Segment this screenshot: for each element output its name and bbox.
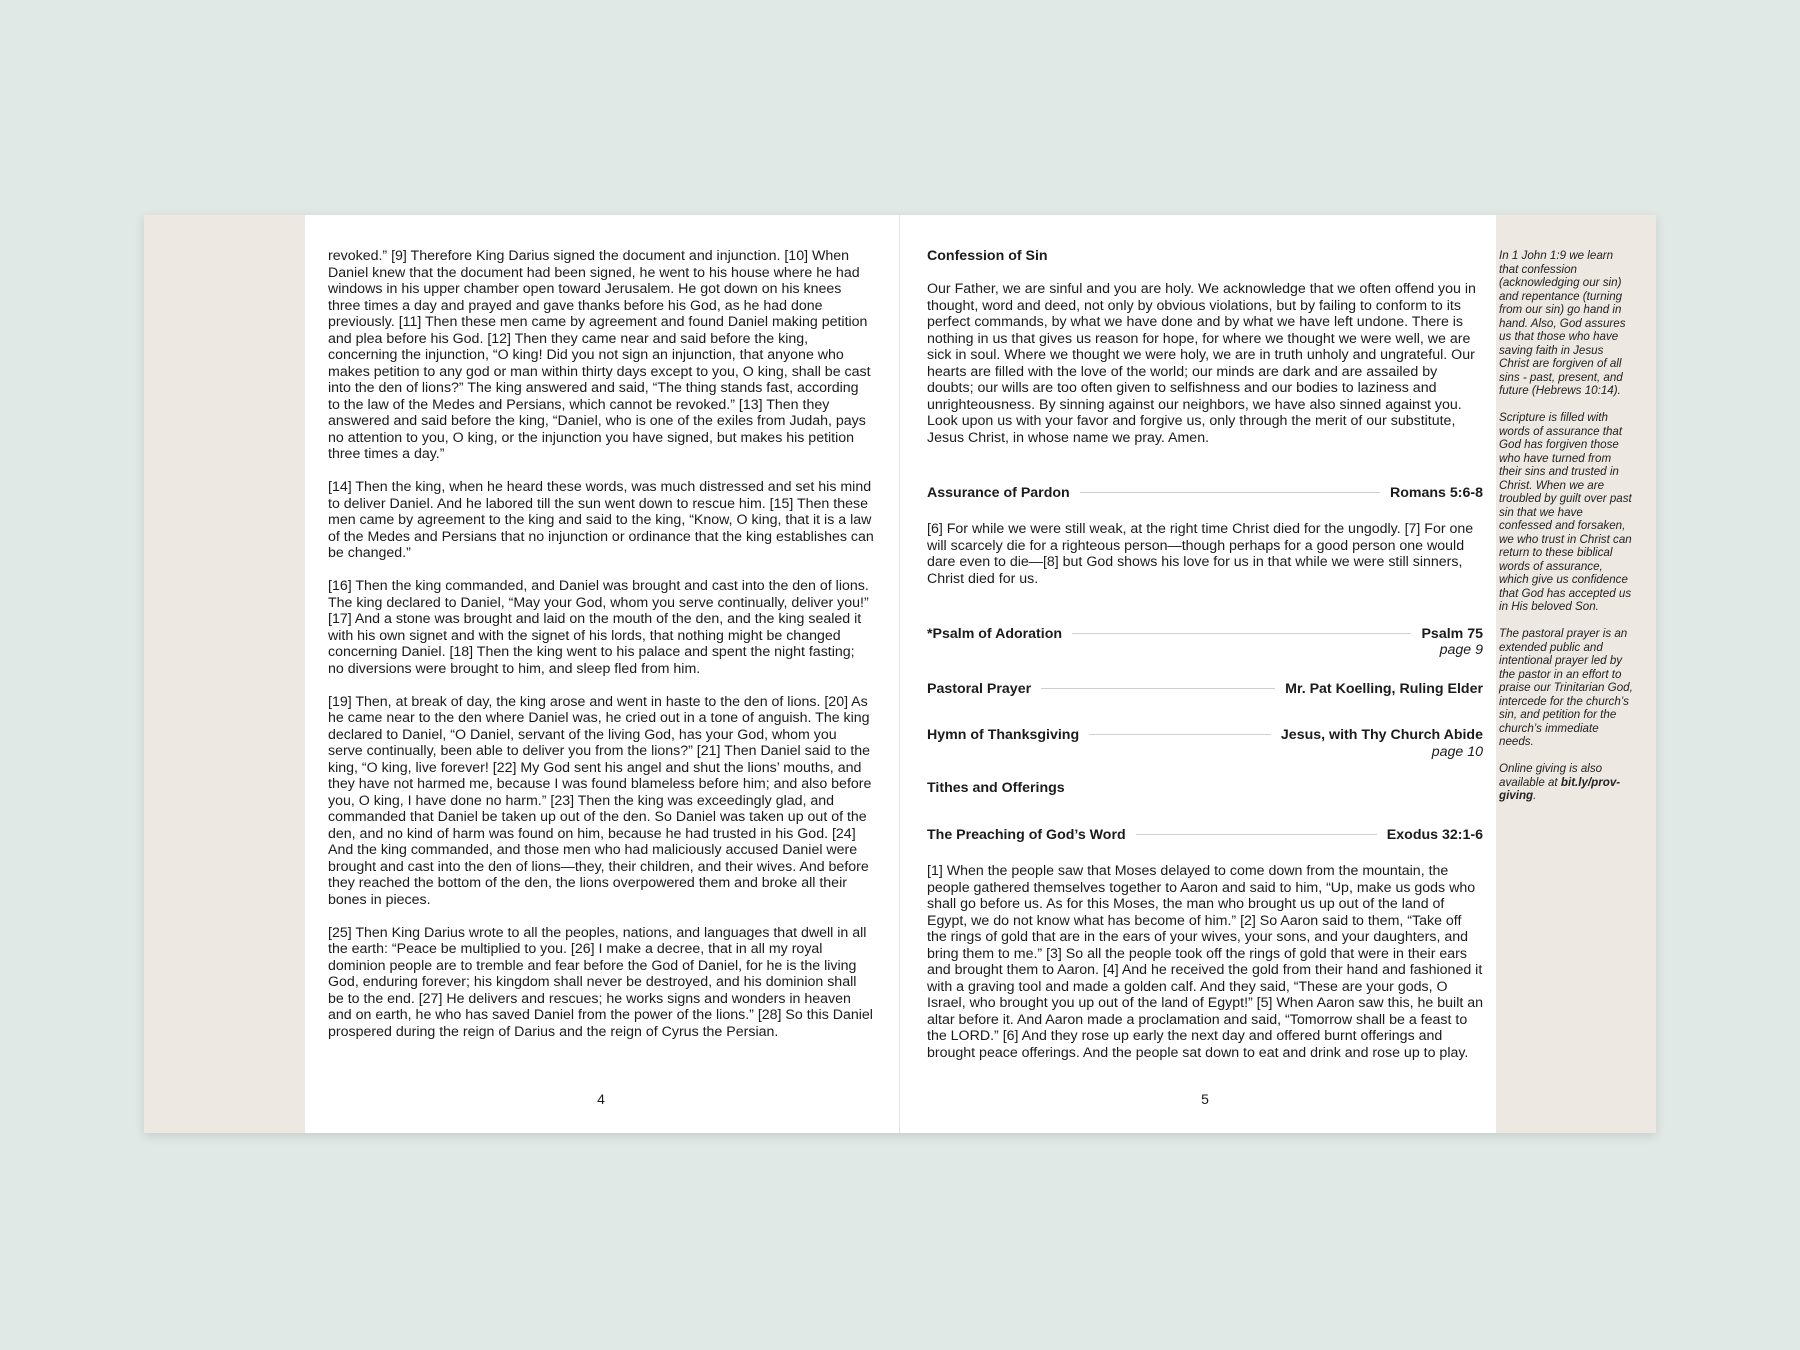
preaching-reference: Exodus 32:1-6 xyxy=(1386,826,1483,843)
psalm-row xyxy=(927,626,1483,643)
dotted-leader xyxy=(1089,734,1271,735)
confession-heading: Confession of Sin xyxy=(927,248,1048,264)
tithes-row xyxy=(927,780,1483,797)
hymn-page-ref: page 10 xyxy=(1431,743,1483,760)
prayer-leader-name: Mr. Pat Koelling, Ruling Elder xyxy=(1285,680,1483,697)
dotted-leader xyxy=(1080,492,1380,493)
psalm-label: *Psalm of Adoration xyxy=(927,625,1063,642)
prayer-label: Pastoral Prayer xyxy=(927,680,1032,697)
left-page xyxy=(328,215,874,1133)
psalm-reference: Psalm 75 xyxy=(1421,625,1483,642)
assurance-row xyxy=(927,485,1483,502)
right-page xyxy=(927,215,1483,1133)
giving-note-prefix: Online giving is also available at xyxy=(1499,762,1603,789)
center-fold xyxy=(899,215,900,1133)
prayer-row xyxy=(927,681,1483,698)
booklet-spread xyxy=(144,215,1656,1133)
giving-note xyxy=(1499,762,1634,803)
assurance-text: [6] For while we were still weak, at the right time Christ died for the ungodly. [7] For one will scarcely die for a righteous person—though perhaps for a good person one would dare even to die—[8] but God shows his love for us in that while we were still sinners, Christ died for us. xyxy=(927,521,1474,587)
assurance-note: Scripture is filled with words of assurance that God has forgiven those who have turned from their sins and trusted in Christ. When we are troubled by guilt over past sin that we have confessed and forsaken, we who trust in Christ can return to these biblical words of assurance, which give us confidence that God has accepted us in His beloved Son. xyxy=(1499,411,1632,613)
page-number-left: 4 xyxy=(597,1091,605,1107)
order-of-worship-column xyxy=(927,248,1483,1078)
scripture-paragraph: [14] Then the king, when he heard these words, was much distressed and set his mind to deliver Daniel. And he labored till the sun went down to rescue him. [15] Then these men came by agreement to the king and said to the king, “Know, O king, that it is a law of the Medes and Persians that no injunction or ordinance that the king establishes can be changed.” xyxy=(328,479,874,561)
scripture-paragraph: revoked.” [9] Therefore King Darius signed the document and injunction. [10] When Daniel knew that the document had been signed, he went to his house where he had windows in his upper chamber open toward Jerusalem. He got down on his knees three times a day and prayed and gave thanks before his God, as he had done previously. [11] Then these men came by agreement and found Daniel making petition and plea before his God. [12] Then they came near and said before the king, concerning the injunction, “O king! Did you not sign an injunction, that anyone who makes petition to any god or man within thirty days except to you, O king, shall be cast into the den of lions?” The king answered and said, “The thing stands fast, according to the law of the Medes and Persians, which cannot be revoked.” [13] Then they answered and said before the king, “Daniel, who is one of the exiles from Judah, pays no attention to you, O king, or the injunction you have signed, but makes his petition three times a day.” xyxy=(328,248,871,462)
giving-link[interactable]: bit.ly/prov-giving xyxy=(1499,775,1621,802)
scripture-paragraph: [19] Then, at break of day, the king arose and went in haste to the den of lions. [20] As he came near to the den where Daniel was, he cried out in a tone of anguish. The king declared to Daniel, “O Daniel, servant of the living God, has your God, whom you serve continually, been able to deliver you from the lions?” [21] Then Daniel said to the king, “O king, live forever! [22] My God sent his angel and shut the lions’ mouths, and they have not harmed me, because I was found blameless before him; and also before you, O king, I have done no harm.” [23] Then the king was exceedingly glad, and commanded that Daniel be taken up out of the den. So Daniel was taken up out of the den, and no kind of harm was found on him, because he had trusted in his God. [24] And the king commanded, and those men who had maliciously accused Daniel were brought and cast into the den of lions—they, their children, and their wives. And before they reached the bottom of the den, the lions overpowered them and broke all their bones in pieces. xyxy=(328,693,872,908)
psalm-page-ref: page 9 xyxy=(1439,642,1483,658)
dotted-leader xyxy=(1072,633,1411,634)
sidebar-notes xyxy=(1499,249,1634,816)
dotted-leader xyxy=(1136,834,1377,835)
scripture-paragraph: [16] Then the king commanded, and Daniel was brought and cast into the den of lions. The king declared to Daniel, “May your God, whom you serve continually, deliver you!” [17] And a stone was brought and laid on the mouth of the den, and the king sealed it with his own signet and with the signet of his lords, that nothing might be changed concerning Daniel. [18] Then the king went to his palace and spent the night fasting; no diversions were brought to him, and sleep fled from him. xyxy=(328,578,869,677)
preaching-row xyxy=(927,827,1483,844)
hymn-title: Jesus, with Thy Church Abide xyxy=(1280,727,1483,743)
preaching-text: [1] When the people saw that Moses delayed to come down from the mountain, the people gathered themselves together to Aaron and said to him, “Up, make us gods who shall go before us. As for this Moses, the man who brought us up out of the land of Egypt, we do not know what has become of him.” [2] So Aaron said to them, “Take off the rings of gold that are in the ears of your wives, your sons, and your daughters, and bring them to me.” [3] So all the people took off the rings of gold that were in their ears and brought them to Aaron. [4] And he received the gold from their hand and fashioned it with a graving tool and made a golden calf. And they said, “These are your gods, O Israel, who brought you up out of the land of Egypt!” [5] When Aaron saw this, he built an altar before it. And Aaron made a proclamation and said, “Tomorrow shall be a feast to the LORD.” [6] And they rose up early the next day and offered burnt offerings and brought peace offerings. And the people sat down to eat and drink and rose up to play. xyxy=(927,863,1484,1061)
assurance-label: Assurance of Pardon xyxy=(927,484,1070,501)
confession-note: In 1 John 1:9 we learn that confession (acknowledging our sin) and repentance (turning from our sin) go hand in hand. Also, God assures us that those who have saving faith in Jesus Christ are forgiven of all sins - past, present, and future (Hebrews 10:14). xyxy=(1499,249,1626,397)
tithes-label: Tithes and Offerings xyxy=(927,780,1065,796)
giving-note-suffix: . xyxy=(1533,789,1537,802)
left-margin-band xyxy=(144,215,305,1133)
confession-text: Our Father, we are sinful and you are holy. We acknowledge that we often offend you in thought, word and deed, not only by obvious violations, but by failing to conform to its perfect commands, by what we have done and by what we have left undone. There is nothing in us that gives us reason for hope, for where we thought we were well, we are sick in soul. Where we thought we were holy, we are in truth unholy and ungrateful. Our hearts are filled with the love of the world; our minds are dark and are assailed by doubts; our wills are too often given to selfishness and our bodies to laziness and unrighteousness. By sinning against our neighbors, we have also sinned against you. Look upon us with your favor and forgive us, only through the merit of our substitute, Jesus Christ, in whose name we pray. Amen. xyxy=(927,281,1476,446)
page-number-right: 5 xyxy=(1201,1091,1209,1107)
scripture-column xyxy=(328,248,874,1057)
assurance-reference: Romans 5:6-8 xyxy=(1389,484,1483,501)
scripture-paragraph: [25] Then King Darius wrote to all the peoples, nations, and languages that dwell in all the earth: “Peace be multiplied to you. [26] I make a decree, that in all my royal dominion people are to tremble and fear before the God of Daniel, for he is the living God, enduring forever; his kingdom shall never be destroyed, and his dominion shall be to the end. [27] He delivers and rescues; he works signs and wonders in heaven and on earth, he who has saved Daniel from the power of the lions.” [28] So this Daniel prospered during the reign of Darius and the reign of Cyrus the Persian. xyxy=(328,924,873,1040)
preaching-label: The Preaching of God’s Word xyxy=(927,826,1126,843)
dotted-leader xyxy=(1041,688,1275,689)
hymn-label: Hymn of Thanksgiving xyxy=(927,727,1080,743)
prayer-note: The pastoral prayer is an extended public and intentional prayer led by the pastor in an effort to praise our Trinitarian God, intercede for the church’s sin, and petition for the church’s immediate needs. xyxy=(1499,627,1633,748)
hymn-row xyxy=(927,727,1483,744)
